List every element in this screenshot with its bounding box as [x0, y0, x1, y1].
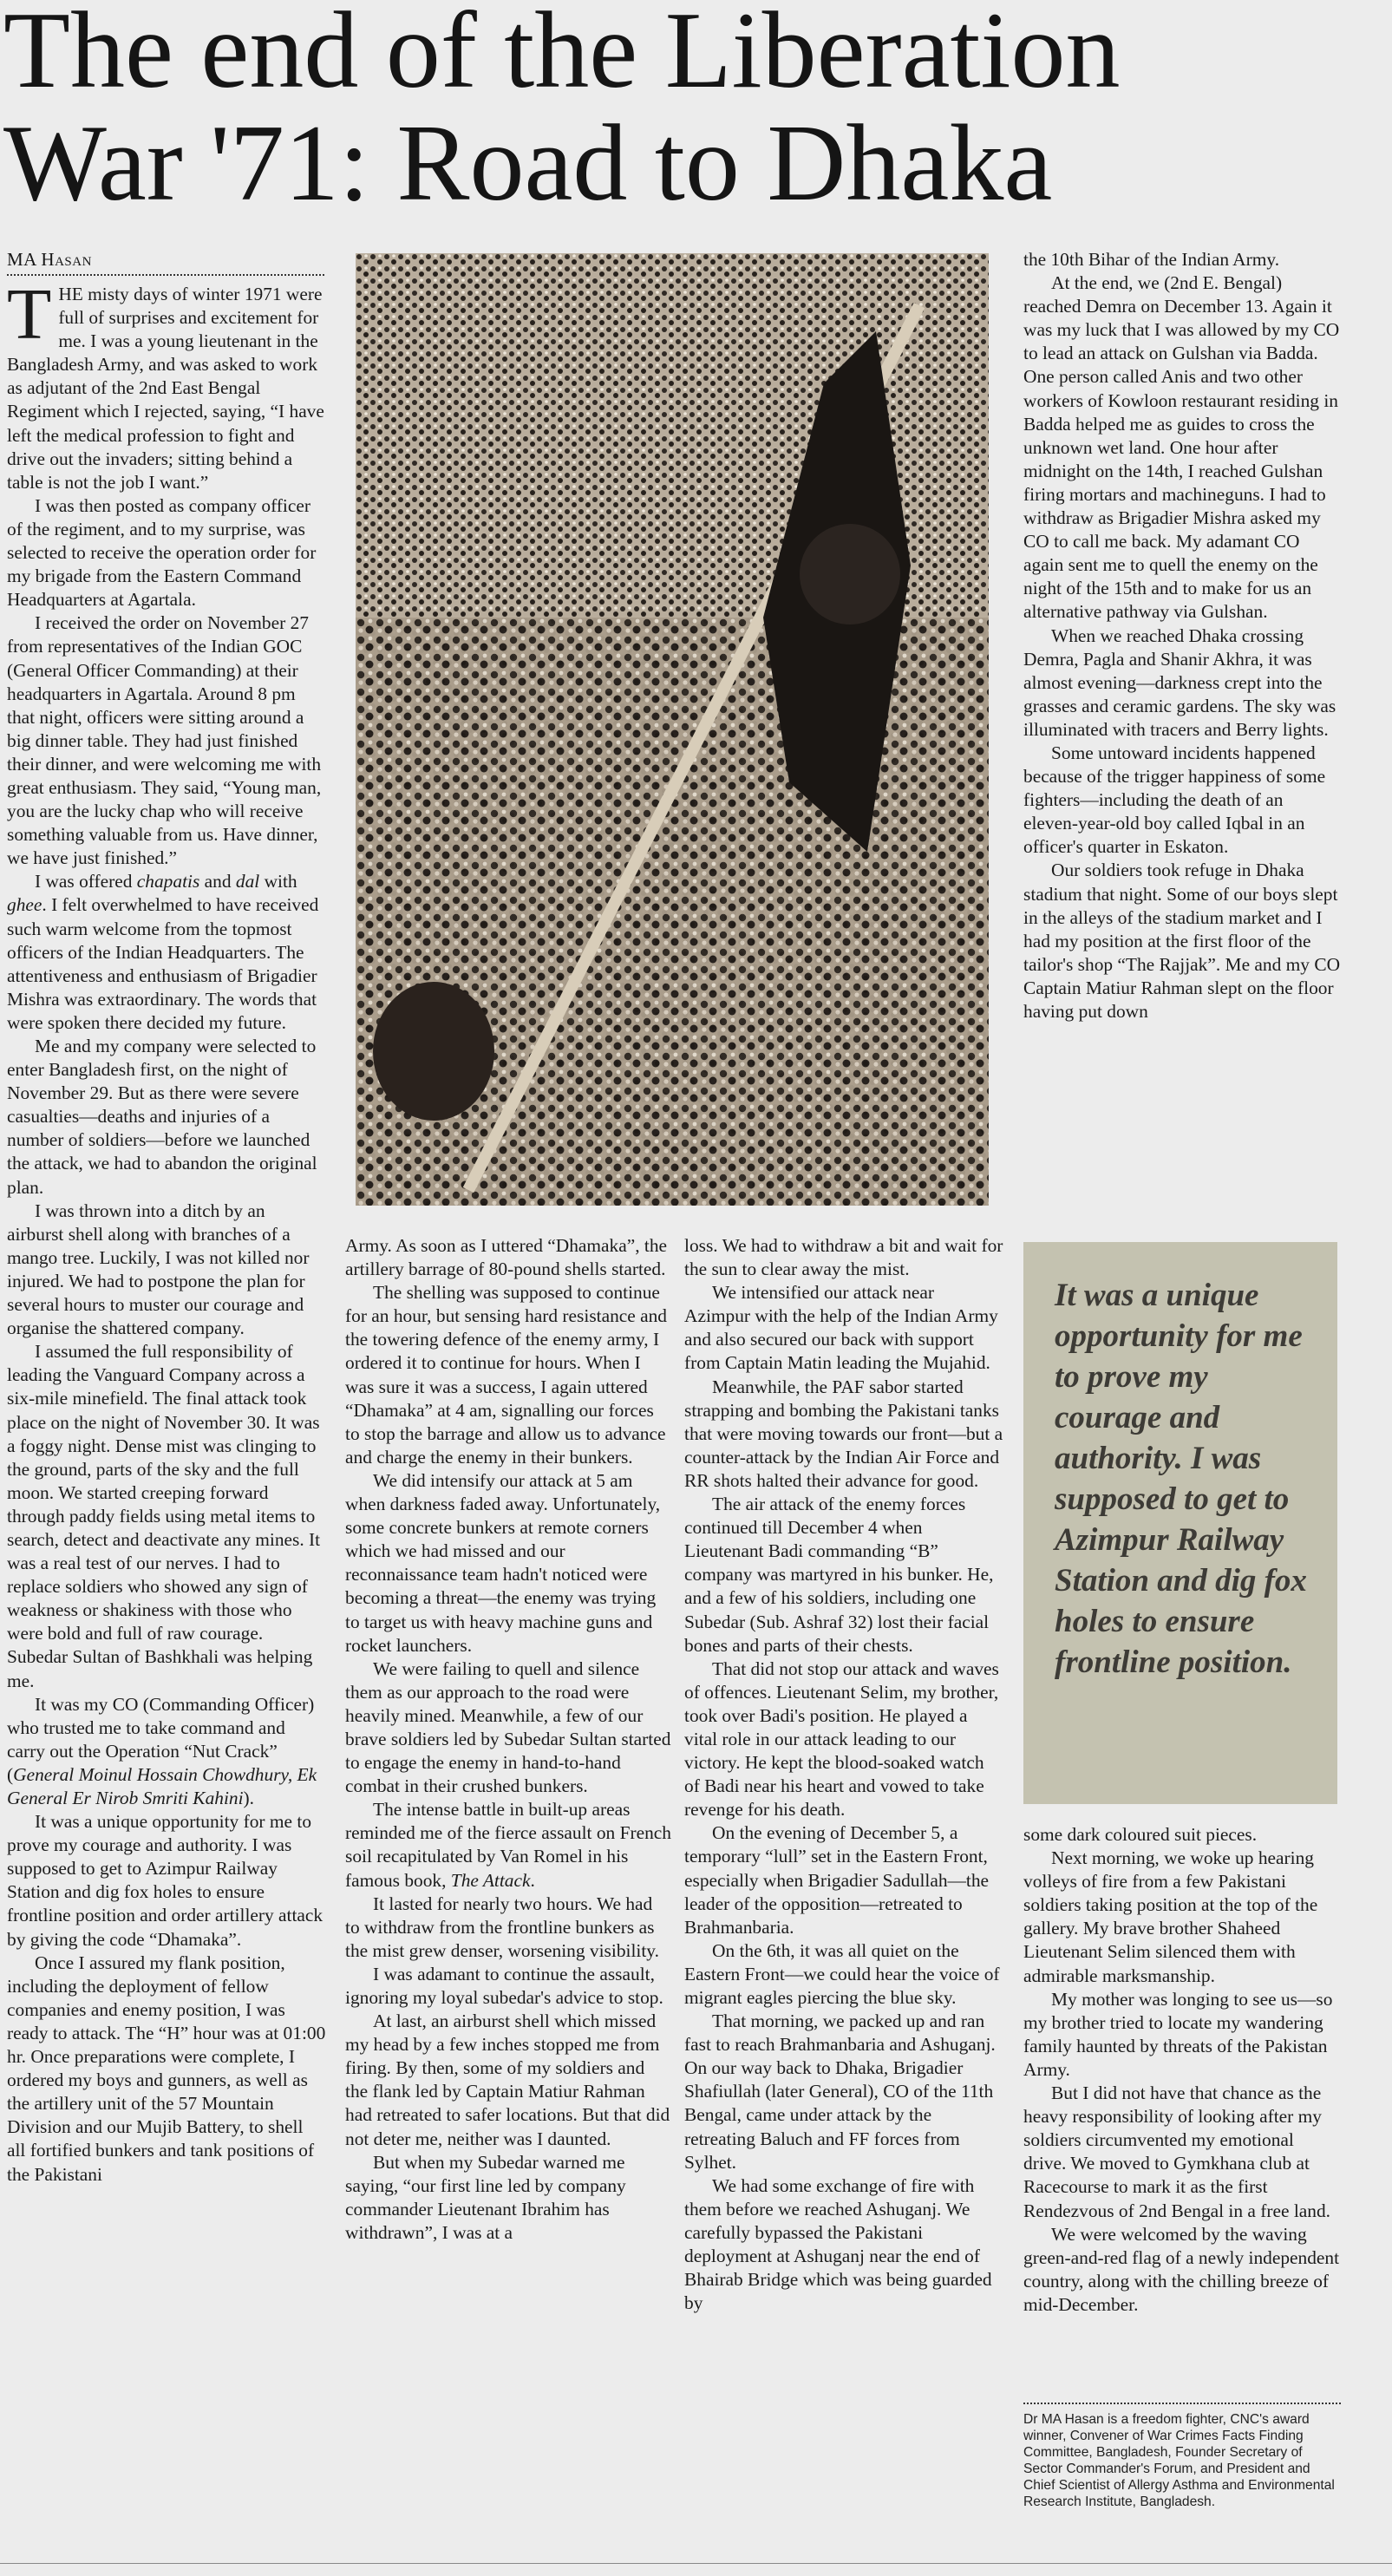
- paragraph: Me and my company were selected to enter Bangladesh first, on the night of November 29. But as there were severe casualties—deaths and injuries of a number of soldiers—before we launched the attack, we had to abandon the original plan.: [7, 1036, 317, 1198]
- article-column-4-top: [1023, 248, 1341, 1023]
- paragraph: On the evening of December 5, a temporary “lull” set in the Eastern Front, especially when Brigadier Sadullah—the leader of the opposition—retreated to Brahmanbaria.: [684, 1822, 990, 1938]
- paragraph: But when my Subedar warned me saying, “our first line led by company commander Lieutenant Ibrahim has withdrawn”, I was at a: [345, 2151, 626, 2243]
- paragraph: My mother was longing to see us—so my brother tried to locate my wandering family haunted by threats of the Pakistan Army.: [1023, 1988, 1333, 2080]
- drop-cap: T: [7, 274, 52, 355]
- paragraph: We were welcomed by the waving green-and-red flag of a newly independent country, along with the chilling breeze of mid-December.: [1023, 2223, 1340, 2315]
- paragraph: At last, an airburst shell which missed my head by a few inches stopped me from firing. By then, some of my soldiers and the flank led by Captain Matiur Rahman had retreated to safer locations. But that did not deter me, neither was I daunted.: [345, 2010, 670, 2149]
- paragraph: It was a unique opportunity for me to prove my courage and authority. I was supposed to get to Azimpur Railway Station and dig fox holes to ensure frontline position and order artillery attack by giving the code “Dhamaka”.: [7, 1811, 323, 1950]
- article-column-2: [345, 1234, 671, 2245]
- paragraph: The intense battle in built-up areas reminded me of the fierce assault on French soil recapitulated by Van Romel in his famous book, The Attack.: [345, 1799, 671, 1891]
- article-column-4-bottom: [1023, 1823, 1341, 2317]
- paragraph: Meanwhile, the PAF sabor started strapping and bombing the Pakistani tanks that were moving towards our front—but a counter-attack by the Indian Air Force and RR shots halted their advance for good.: [684, 1376, 1003, 1491]
- headline-line-2: War '71: Road to Dhaka: [3, 103, 1053, 224]
- pull-quote-text: It was a unique opportunity for me to prove my courage and authority. I was supposed to get to Azimpur Railway Station and dig fox holes to ensure frontline position.: [1055, 1278, 1307, 1680]
- paragraph: We did intensify our attack at 5 am when darkness faded away. Unfortunately, some concrete bunkers at remote corners which we had missed and our reconnaissance team hadn't noticed were becoming a threat—the enemy was trying to target us with heavy machine guns and rocket launchers.: [345, 1469, 661, 1656]
- paragraph: It lasted for nearly two hours. We had to withdraw from the frontline bunkers as the mist grew denser, worsening visibility.: [345, 1893, 659, 1961]
- byline: MA Hasan: [7, 249, 92, 270]
- headline: [3, 0, 1356, 224]
- paragraph: When we reached Dhaka crossing Demra, Pagla and Shanir Akhra, it was almost evening—darkness crept into the grasses and ceramic gardens. The sky was illuminated with tracers and Berry lights.: [1023, 624, 1336, 740]
- paragraph: But I did not have that chance as the heavy responsibility of looking after my soldiers circumvented my emotional drive. We moved to Gymkhana club at Racecourse to mark it as the first Rendezvous of 2nd Bengal in a free land.: [1023, 2082, 1331, 2221]
- paragraph: I was adamant to continue the assault, ignoring my loyal subedar's advice to stop.: [345, 1963, 663, 2008]
- paragraph: loss. We had to withdraw a bit and wait for the sun to clear away the mist.: [684, 1235, 1003, 1280]
- paragraph: I was offered chapatis and dal with ghee. I felt overwhelmed to have received such warm welcome from the topmost officers of the Indian Headquarters. The attentiveness and enthusiasm of Brigadier Mishra was extraordinary. The words that were spoken there decided my future.: [7, 871, 319, 1033]
- paragraph: We were failing to quell and silence them as our approach to the road were heavily mined. Meanwhile, a few of our brave soldiers led by Subedar Sultan started to engage the enemy in hand-to-hand combat in their crushed bunkers.: [345, 1657, 671, 1797]
- paragraph: Army. As soon as I uttered “Dhamaka”, the artillery barrage of 80-pound shells started.: [345, 1235, 668, 1280]
- page-bottom-rule: [0, 2563, 1392, 2564]
- paragraph: Some untoward incidents happened because of the trigger happiness of some fighters—including the death of an eleven-year-old boy called Iqbal in an officer's quarter in Eskaton.: [1023, 742, 1326, 858]
- paragraph: some dark coloured suit pieces.: [1023, 1824, 1258, 1845]
- headline-line-1: The end of the Liberation: [3, 0, 1121, 111]
- paragraph: Our soldiers took refuge in Dhaka stadium that night. Some of our boys slept in the alleys of the stadium market and I had my position at the first floor of the tailor's shop “The Rajjak”. Me and my CO Captain Matiur Rahman slept on the floor having put down: [1023, 860, 1341, 1022]
- paragraph: It was my CO (Commanding Officer) who trusted me to take command and carry out the Operation “Nut Crack” (General Moinul Hossain Chowdhury, Ek General Er Nirob Smriti Kahini).: [7, 1693, 317, 1808]
- paragraph: That morning, we packed up and ran fast to reach Brahmanbaria and Ashuganj. On our way back to Dhaka, Brigadier Shafiullah (later General), CO of the 11th Bengal, came under attack by the retreating Baluch and FF forces from Sylhet.: [684, 2010, 996, 2173]
- paragraph: That did not stop our attack and waves of offences. Lieutenant Selim, my brother, took over Badi's position. He played a vital role in our attack leading to our victory. He kept the blood-soaked watch of Badi near his heart and vowed to take revenge for his death.: [684, 1657, 999, 1821]
- paragraph: At the end, we (2nd E. Bengal) reached Demra on December 13. Again it was my luck that I was allowed by my CO to lead an attack on Gulshan via Badda. One person called Anis and two other workers of Kowloon restaurant residing in Badda helped me as guides to cross the unknown wet land. One hour after midnight on the 14th, I reached Gulshan firing mortars and machineguns. I had to withdraw as Brigadier Mishra asked my CO to call me back. My adamant CO again sent me to quell the enemy on the night of the 15th and to make for us an alternative pathway via Gulshan.: [1023, 272, 1340, 623]
- paragraph: Next morning, we woke up hearing volleys of fire from a few Pakistani soldiers taking position at the top of the gallery. My brave brother Shaheed Lieutenant Selim silenced them with admirable marksmanship.: [1023, 1847, 1318, 1986]
- crowd-flag-image: [356, 253, 989, 1206]
- paragraph: On the 6th, it was all quiet on the Eastern Front—we could hear the voice of migrant eagles piercing the blue sky.: [684, 1939, 1000, 2008]
- paragraph: the 10th Bihar of the Indian Army.: [1023, 249, 1280, 270]
- paragraph: I was thrown into a ditch by an airburst shell along with branches of a mango tree. Luckily, I was not killed nor injured. We had to postpone the plan for several hours to muster our courage and organise the shattered company.: [7, 1200, 310, 1339]
- byline-divider: [7, 274, 324, 276]
- paragraph: I received the order on November 27 from representatives of the Indian GOC (General Officer Commanding) at their headquarters in Agartala. Around 8 pm that night, officers were sitting around a big dinner table. They had just finished their dinner, and were welcoming me with great enthusiasm. They said, “Young man, you are the lucky chap who will receive something valuable from us. Have dinner, we have just finished.”: [7, 612, 322, 869]
- paragraph: We had some exchange of fire with them before we reached Ashuganj. We carefully bypassed the Pakistani deployment at Ashuganj near the end of Bhairab Bridge which was being guarded by: [684, 2174, 992, 2314]
- pull-quote: [1023, 1242, 1337, 1804]
- paragraph: Once I assured my flank position, including the deployment of fellow companies and enemy position, I was ready to attack. The “H” hour was at 01:00 hr. Once preparations were complete, I ordered my boys and gunners, as well as the artillery unit of the 57 Mountain Division and our Mujib Battery, to shell all fortified bunkers and tank positions of the Pakistani: [7, 1952, 326, 2185]
- author-footnote: Dr MA Hasan is a freedom fighter, CNC's award winner, Convener of War Crimes Facts Finding Committee, Bangladesh, Founder Secretary of Sector Commander's Forum, and President and Chief Scientist of Allergy Asthma and Environmental Research Institute, Bangladesh.: [1023, 2412, 1335, 2509]
- footnote-divider: [1023, 2403, 1341, 2404]
- paragraph: We intensified our attack near Azimpur with the help of the Indian Army and also secured our back with support from Captain Matin leading the Mujahid.: [684, 1282, 998, 1374]
- crowd-flag-photo: [356, 253, 989, 1206]
- article-column-3: [684, 1234, 1003, 2315]
- paragraph: The air attack of the enemy forces continued till December 4 when Lieutenant Badi commanding “B” company was martyred in his bunker. He, and a few of his soldiers, including one Subedar (Sub. Ashraf 32) lost their facial bones and parts of their chests.: [684, 1494, 994, 1656]
- paragraph: HE misty days of winter 1971 were full of surprises and excitement for me. I was a young lieutenant in the Bangladesh Army, and was asked to work as adjutant of the 2nd East Bengal Regiment which I rejected, saying, “I have left the medical profession to fight and drive out the invaders; sitting behind a table is not the job I want.”: [7, 284, 324, 493]
- paragraph: The shelling was supposed to continue for an hour, but sensing hard resistance and the towering defence of the enemy army, I ordered it to continue for hours. When I was sure it was a success, I again uttered “Dhamaka” at 4 am, signalling our forces to stop the barrage and allow us to advance and charge the enemy in their bunkers.: [345, 1282, 667, 1468]
- article-column-1: [7, 274, 326, 2187]
- paragraph: I assumed the full responsibility of leading the Vanguard Company across a six-mile minefield. The final attack took place on the night of November 30. It was a foggy night. Dense mist was clinging to the ground, parts of the sky and the full moon. We started creeping forward through paddy fields using metal items to search, detect and deactivate any mines. It was a real test of our nerves. I had to replace soldiers who showed any sign of weakness or shakiness with those who were bold and full of raw courage. Subedar Sultan of Bashkhali was helping me.: [7, 1341, 321, 1691]
- paragraph: I was then posted as company officer of the regiment, and to my surprise, was selected to receive the operation order for my brigade from the Eastern Command Headquarters at Agartala.: [7, 494, 317, 611]
